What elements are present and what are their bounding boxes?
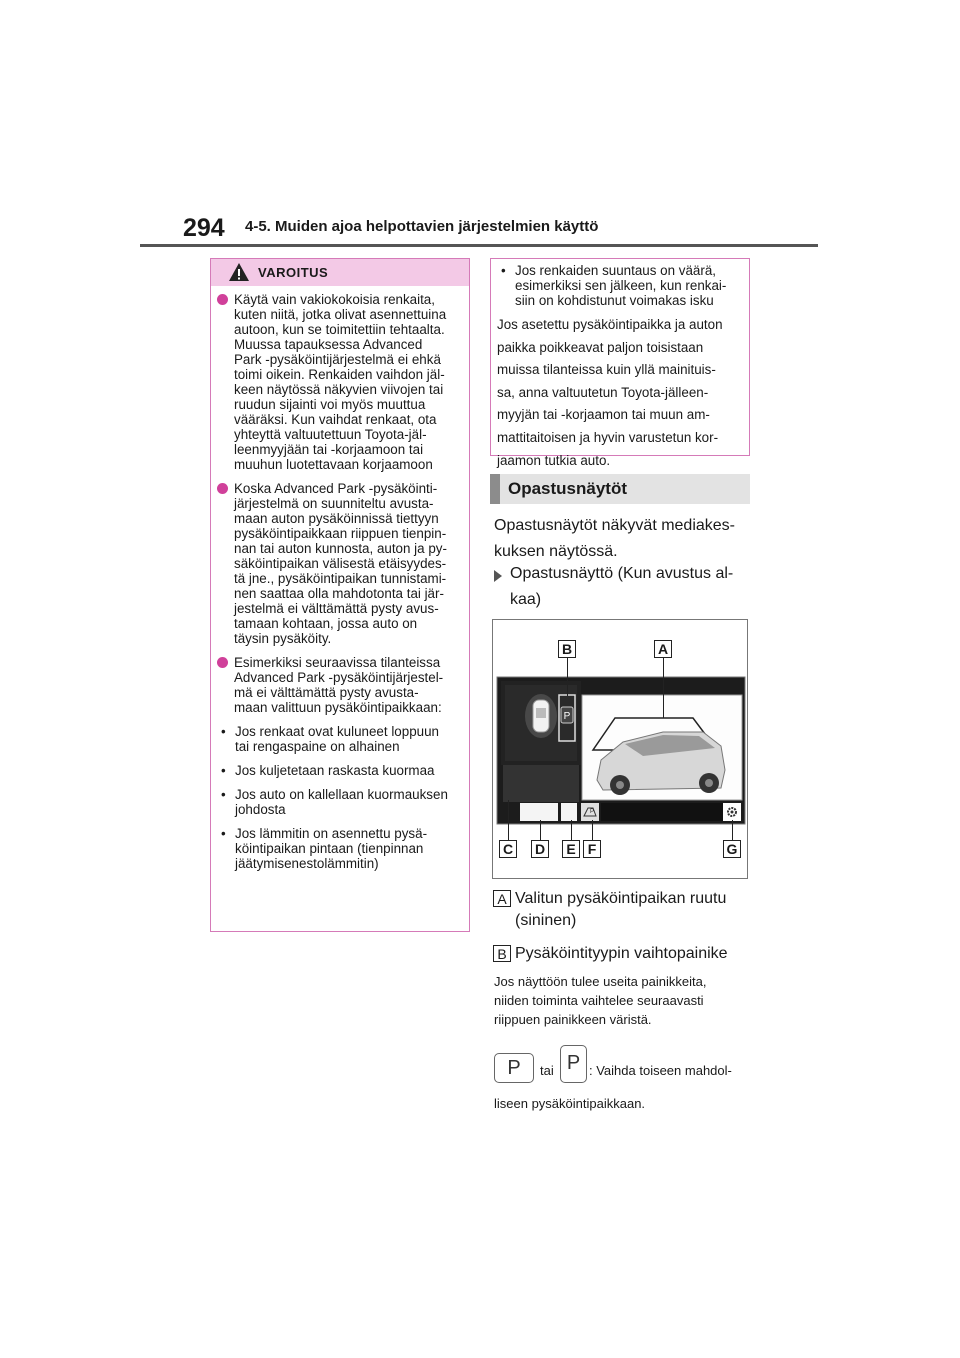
svg-text:P: P	[590, 809, 595, 815]
leader-e	[571, 820, 572, 840]
warning-body	[217, 292, 461, 880]
switch-text: : Vaihda toiseen mahdol-	[589, 1063, 732, 1078]
warning-bullet	[217, 481, 461, 646]
warning-triangle-icon	[228, 262, 250, 282]
leader-a	[663, 658, 664, 718]
svg-text:P: P	[563, 711, 571, 722]
label-e: E	[562, 840, 580, 858]
warning-box	[210, 258, 470, 932]
page-number: 294	[183, 214, 225, 242]
warning-sub-bullet: • Jos renkaat ovat kuluneet loppuun tai rengaspaine on alhainen	[217, 724, 461, 754]
note-text: Jos näyttöön tulee useita painikkeita, niiden toiminta vaihtelee seuraavasti riippuen painikkeen väristä.	[494, 974, 707, 1027]
warning-paragraph: Jos asetettu pysäköintipaikka ja auton paikka poikkeavat paljon toisistaan muissa tilanteissa kuin yllä mainituis- sa, anna valtuutetun Toyota-jälleen- myyjän tai -korjaamon tai muun am- mattitaitoisen ja hyvin varustetun kor- jaamon tutkia auto.	[497, 317, 723, 468]
warning-bullet-text: Koska Advanced Park -pysäköinti- järjestelmä on suunniteltu avusta- maan auton pysäköinnissä tiettyyn pysäköintipaikkaan riippuen tienpin- nan tai auton kunnosta, auton ja py- säköintipaikan välisestä etäisyydes- tä jne., pysäköintipaikan tunnistami- nen saattaa olla mahdotonta tai jär- jestelmä ei välttämättä pysty avus- tamaan kohtaan, jossa auto on täysin pysäköity.	[234, 481, 447, 646]
sub-bullet-text: Jos auto on kallellaan kuormauksen johdosta	[235, 787, 448, 817]
label-b: B	[558, 640, 576, 658]
warning-bullet	[217, 655, 461, 715]
section-title: 4-5. Muiden ajoa helpottavien järjestelmien käyttö	[245, 218, 599, 235]
warning-sub-bullet: • Jos lämmitin on asennettu pysä- köintipaikan pintaan (tienpinnan jäätymisenestolämmitin)	[217, 826, 461, 871]
warning-bullet-text: Esimerkiksi seuraavissa tilanteissa Advanced Park -pysäköintijärjestel- mä ei välttämättä pysty avusta- maan valittuun pysäköintipaikkaan:	[234, 655, 444, 715]
label-g: G	[723, 840, 741, 858]
sub-bullet-text: Jos lämmitin on asennettu pysä- köintipaikan pintaan (tienpinnan jäätymisenestolämmitin)	[235, 826, 428, 871]
section-heading-text: Opastusnäytöt	[508, 479, 628, 498]
leader-f	[592, 820, 593, 840]
legend-key-a: A	[493, 890, 511, 907]
label-f: F	[583, 840, 601, 858]
or-text: tai	[540, 1063, 554, 1078]
sub-bullet-text: Jos renkaat ovat kuluneet loppuun tai rengaspaine on alhainen	[235, 724, 439, 754]
header-rule	[140, 244, 818, 247]
leader-b	[567, 658, 568, 696]
warning-bullet-text: Käytä vain vakiokokoisia renkaita, kuten niitä, jotka olivat asennettuina autoon, kun se toimitettiin tehtaalta. Muussa tapauksessa Advanced Park -pysäköintijärjestelmä ei ehkä toimi oikein. Renkaiden vaihdon jäl- keen näytössä näkyvien viivojen tai ruudun sijainti voi myös muuttua vääräksi. Kun vaihdat renkaat, ota yhteyttä valtuutettuun Toyota-jäl- leenmyyjään tai -korjaamoon tai muuhun luotettavaan korjaamoon	[234, 292, 447, 472]
leader-g	[732, 820, 733, 840]
car-icon	[525, 694, 557, 738]
intro-text: Opastusnäytöt näkyvät mediakes- kuksen näytössä.	[494, 517, 736, 560]
leader-d	[540, 820, 541, 840]
label-c: C	[499, 840, 517, 858]
legend-text-a: Valitun pysäköintipaikan ruutu (sininen)	[515, 890, 727, 929]
warning-continued-box	[490, 258, 750, 468]
legend-text-b: Pysäköintityypin vaihtopainike	[515, 945, 728, 962]
warning-title: VAROITUS	[258, 265, 329, 280]
label-a: A	[654, 640, 672, 658]
sub-heading: Opastusnäyttö (Kun avustus al- kaa)	[510, 565, 734, 608]
warning-sub-bullet: • Jos kuljetetaan raskasta kuormaa	[217, 763, 461, 778]
sub-bullet-text: Jos renkaiden suuntaus on väärä, esimerkiksi sen jälkeen, kun renkai- siin on kohdistunut voimakas isku	[515, 263, 727, 308]
warning-header	[211, 259, 469, 286]
legend-key-b: B	[493, 945, 511, 962]
p-button-gray[interactable]: P	[560, 1045, 587, 1083]
label-d: D	[531, 840, 549, 858]
switch-text-continued: liseen pysäköintipaikkaan.	[494, 1096, 646, 1111]
p-button-white[interactable]: P	[494, 1053, 534, 1083]
warning-bullet	[217, 292, 461, 472]
section-heading	[490, 474, 750, 504]
warning-sub-bullet: • Jos auto on kallellaan kuormauksen johdosta	[217, 787, 461, 817]
warning-sub-bullet: • Jos renkaiden suuntaus on väärä, esimerkiksi sen jälkeen, kun renkai- siin on kohdistunut voimakas isku	[497, 263, 743, 308]
guidance-screen-figure	[492, 619, 748, 879]
arrow-right-icon	[494, 570, 502, 582]
sub-bullet-text: Jos kuljetetaan raskasta kuormaa	[235, 763, 435, 778]
leader-c	[508, 800, 509, 840]
